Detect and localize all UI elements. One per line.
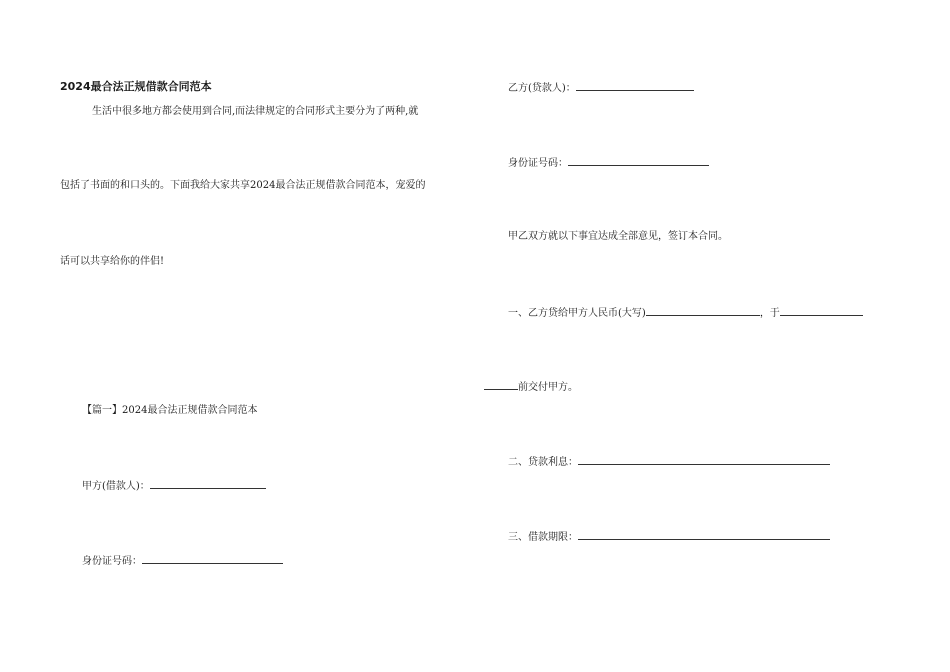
- clause-2-line: [508, 454, 830, 470]
- party-a-blank: [150, 478, 266, 489]
- party-b-blank: [576, 80, 694, 91]
- document-title: 2024最合法正规借款合同范本: [60, 80, 212, 93]
- clause-1-suffix: 前交付甲方。: [518, 382, 578, 393]
- clause-3-line: [508, 529, 830, 545]
- party-a-field: [82, 478, 266, 494]
- intro-line-2: 包括了书面的和口头的。下面我给大家共享2024最合法正规借款合同范本，宠爱的: [60, 180, 426, 191]
- party-b-label: 乙方(贷款人)：: [508, 83, 576, 94]
- clause-1-mid: ，于: [759, 308, 780, 319]
- clause-3-label: 三、借款期限：: [508, 532, 578, 543]
- clause-1-date-blank-cont: [484, 379, 518, 390]
- clause-1-amount-blank: [646, 305, 760, 316]
- id-b-label: 身份证号码：: [508, 158, 568, 169]
- clause-1-continuation: [484, 379, 578, 395]
- id-a-field: [82, 553, 283, 569]
- clause-1-line: [508, 305, 863, 321]
- clause-1-date-blank: [780, 305, 863, 316]
- agreement-text: 甲乙双方就以下事宜达成全部意见，签订本合同。: [508, 231, 728, 242]
- id-b-blank: [568, 155, 709, 166]
- party-b-field: [508, 80, 694, 96]
- id-a-label: 身份证号码：: [82, 556, 142, 567]
- intro-line-1: 生活中很多地方都会使用到合同,而法律规定的合同形式主要分为了两种,就: [92, 106, 419, 117]
- party-a-label: 甲方(借款人)：: [82, 481, 150, 492]
- clause-2-label: 二、贷款利息：: [508, 457, 578, 468]
- section-heading: 【篇一】2024最合法正规借款合同范本: [82, 405, 258, 416]
- intro-line-3: 话可以共享给你的伴侣!: [60, 256, 165, 267]
- clause-1-prefix: 一、乙方贷给甲方人民币(大写): [508, 308, 646, 319]
- clause-3-blank: [578, 529, 830, 540]
- id-a-blank: [142, 553, 283, 564]
- id-b-field: [508, 155, 709, 171]
- clause-2-blank: [578, 454, 830, 465]
